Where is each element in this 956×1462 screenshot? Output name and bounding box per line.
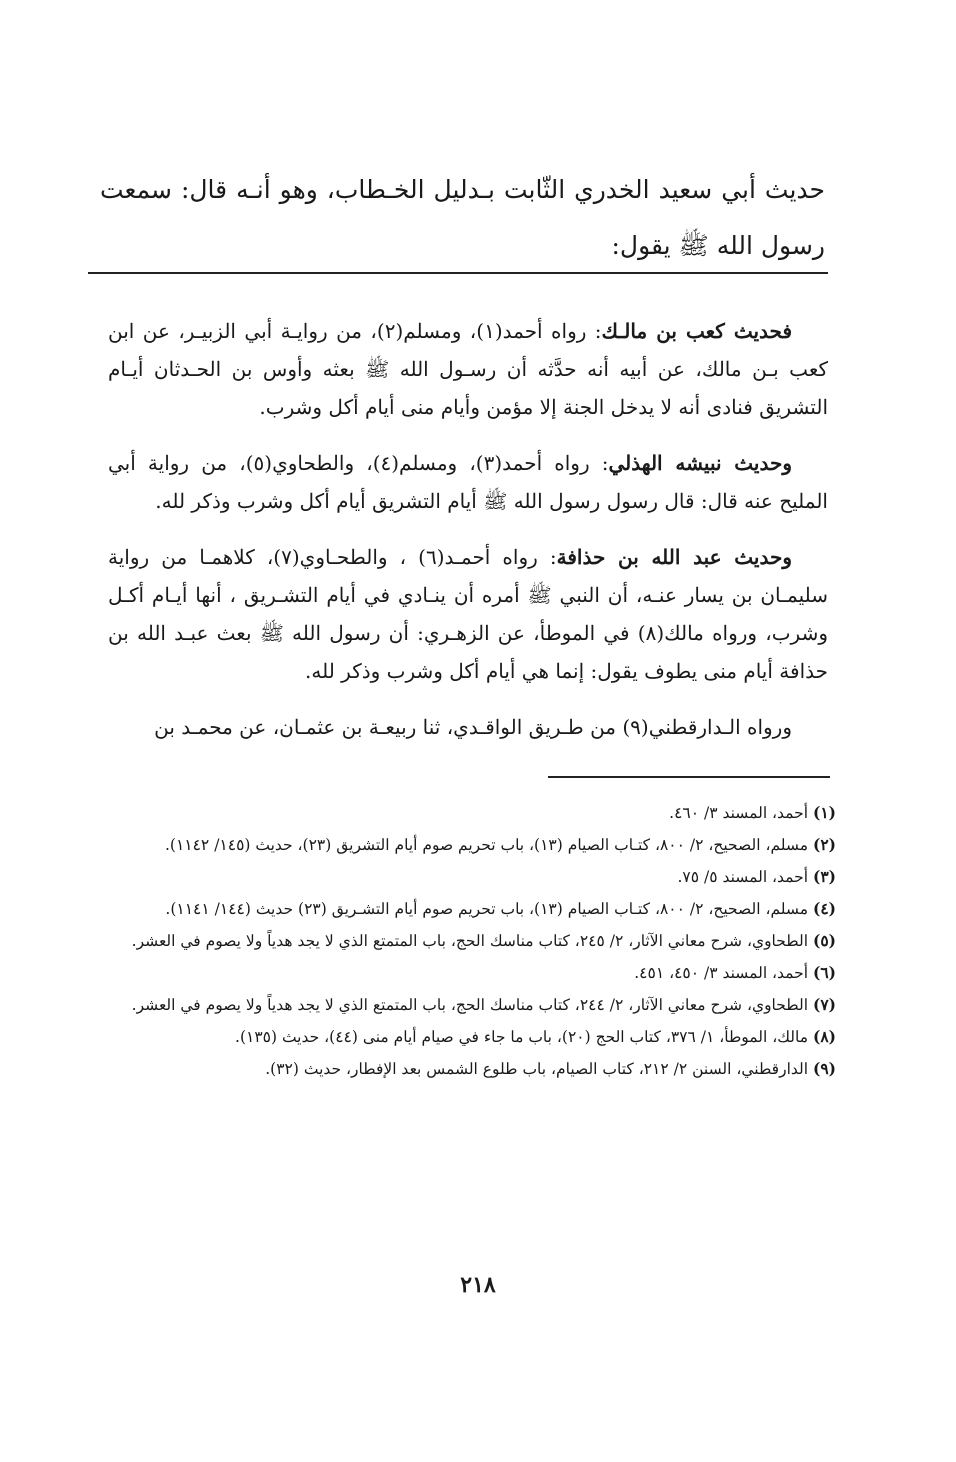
footnote (108, 990, 836, 1020)
page-number: ٢١٨ (460, 1272, 496, 1298)
footnote-number: (٧) (812, 995, 836, 1014)
paragraph-body: : رواه أحمـد(٦) ، والطحـاوي(٧)، كلاهمـا من رواية سليمـان بن يسار عنـه، أن النبي ﷺ أمره أن ينـادي في أيام التشـريق ، أنها أيـام أكـل وشرب، ورواه مالك(٨) في الموطأ، عن الزهـري: أن رسول الله ﷺ بعث عبـد الله بن حذافة أيام منى يطوف يقول: إنما هي أيام أكل وشرب وذكر لله. (108, 545, 828, 683)
footnote (108, 894, 836, 924)
paragraph-body: : رواه أحمد(٣)، ومسلم(٤)، والطحاوي(٥)، من رواية أبي المليح عنه قال: قال رسول رسول الله ﷺ أيام التشريق أيام أكل وشرب وذكر لله. (108, 451, 828, 513)
footnote-divider (548, 776, 830, 778)
footnote-text: أحمد، المسند ٣/ ٤٦٠. (669, 804, 809, 822)
paragraph-body: : رواه أحمد(١)، ومسلم(٢)، من روايـة أبي الزبيـر، عن ابن كعب بـن مالك، عن أبيه أنه حدَّثه أن رسـول الله ﷺ بعثه وأوس بن الحـدثان أيـام التشريق فنادى أنه لا يدخل الجنة إلا مؤمن وأيام منى أيام أكل وشرب. (108, 319, 828, 419)
footnote-number: (٦) (812, 963, 836, 982)
footnote-text: الدارقطني، السنن ٢/ ٢١٢، كتاب الصيام، باب طلوع الشمس بعد الإفطار، حديث (٣٢). (265, 1060, 809, 1078)
body-text (108, 312, 828, 764)
paragraph-kaab (108, 312, 828, 426)
footnote-number: (٣) (812, 867, 836, 886)
footnote-text: مسلم، الصحيح، ٢/ ٨٠٠، كتـاب الصيام (١٣)، باب تحريم صوم أيام التشـريق (٢٣) حديث (١٤٤/ ١١٤١). (165, 900, 809, 918)
paragraph-abdullah (108, 538, 828, 690)
footnote-number: (٢) (812, 835, 836, 854)
paragraph-daraqutni (108, 708, 828, 746)
footnote-text: الطحاوي، شرح معاني الآثار، ٢/ ٢٤٥، كتاب مناسك الحج، باب المتمتع الذي لا يجد هدياً ولا يصوم في العشر. (131, 932, 809, 950)
intro-text: حديث أبي سعيد الخدري الثّابت بـدليل الخـطاب، وهو أنـه قال: سمعت رسول الله ﷺ يقول: (100, 175, 825, 260)
section-divider (88, 272, 828, 274)
footnote-number: (٨) (812, 1027, 836, 1046)
footnote-number: (٤) (812, 899, 836, 918)
paragraph-lead: فحديث كعب بن مالـك (601, 319, 793, 343)
footnote (108, 1054, 836, 1084)
footnote (108, 1022, 836, 1052)
paragraph-body: ورواه الـدارقطني(٩) من طـريق الواقـدي، ثنا ربيعـة بن عثمـان، عن محمـد بن (154, 715, 792, 739)
footnote-text: أحمد، المسند ٥/ ٧٥. (677, 868, 809, 886)
footnote-text: مسلم، الصحيح، ٢/ ٨٠٠، كتـاب الصيام (١٣)، باب تحريم صوم أيام التشريق (٢٣)، حديث (١٤٥/ ١١٤٢). (164, 836, 809, 854)
paragraph-nubaysha (108, 444, 828, 520)
footnote-number: (٥) (812, 931, 836, 950)
footnote-number: (١) (812, 803, 836, 822)
footnote (108, 926, 836, 956)
footnote (108, 798, 836, 828)
footnote-text: مالك، الموطأ، ١/ ٣٧٦، كتاب الحج (٢٠)، باب ما جاء في صيام أيام منى (٤٤)، حديث (١٣٥). (235, 1028, 809, 1046)
footnote (108, 958, 836, 988)
footnote-number: (٩) (812, 1059, 836, 1078)
paragraph-lead: وحديث نبيشه الهذلي (608, 451, 793, 475)
footnote-text: الطحاوي، شرح معاني الآثار، ٢/ ٢٤٤، كتاب مناسك الحج، باب المتمتع الذي لا يجد هدياً ولا يصوم في العشر. (131, 996, 809, 1014)
footnote-text: أحمد، المسند ٣/ ٤٥٠، ٤٥١. (634, 964, 809, 982)
paragraph-lead: وحديث عبد الله بن حذافة (556, 545, 793, 569)
footnote (108, 830, 836, 860)
footnote (108, 862, 836, 892)
footnotes (108, 798, 836, 1086)
